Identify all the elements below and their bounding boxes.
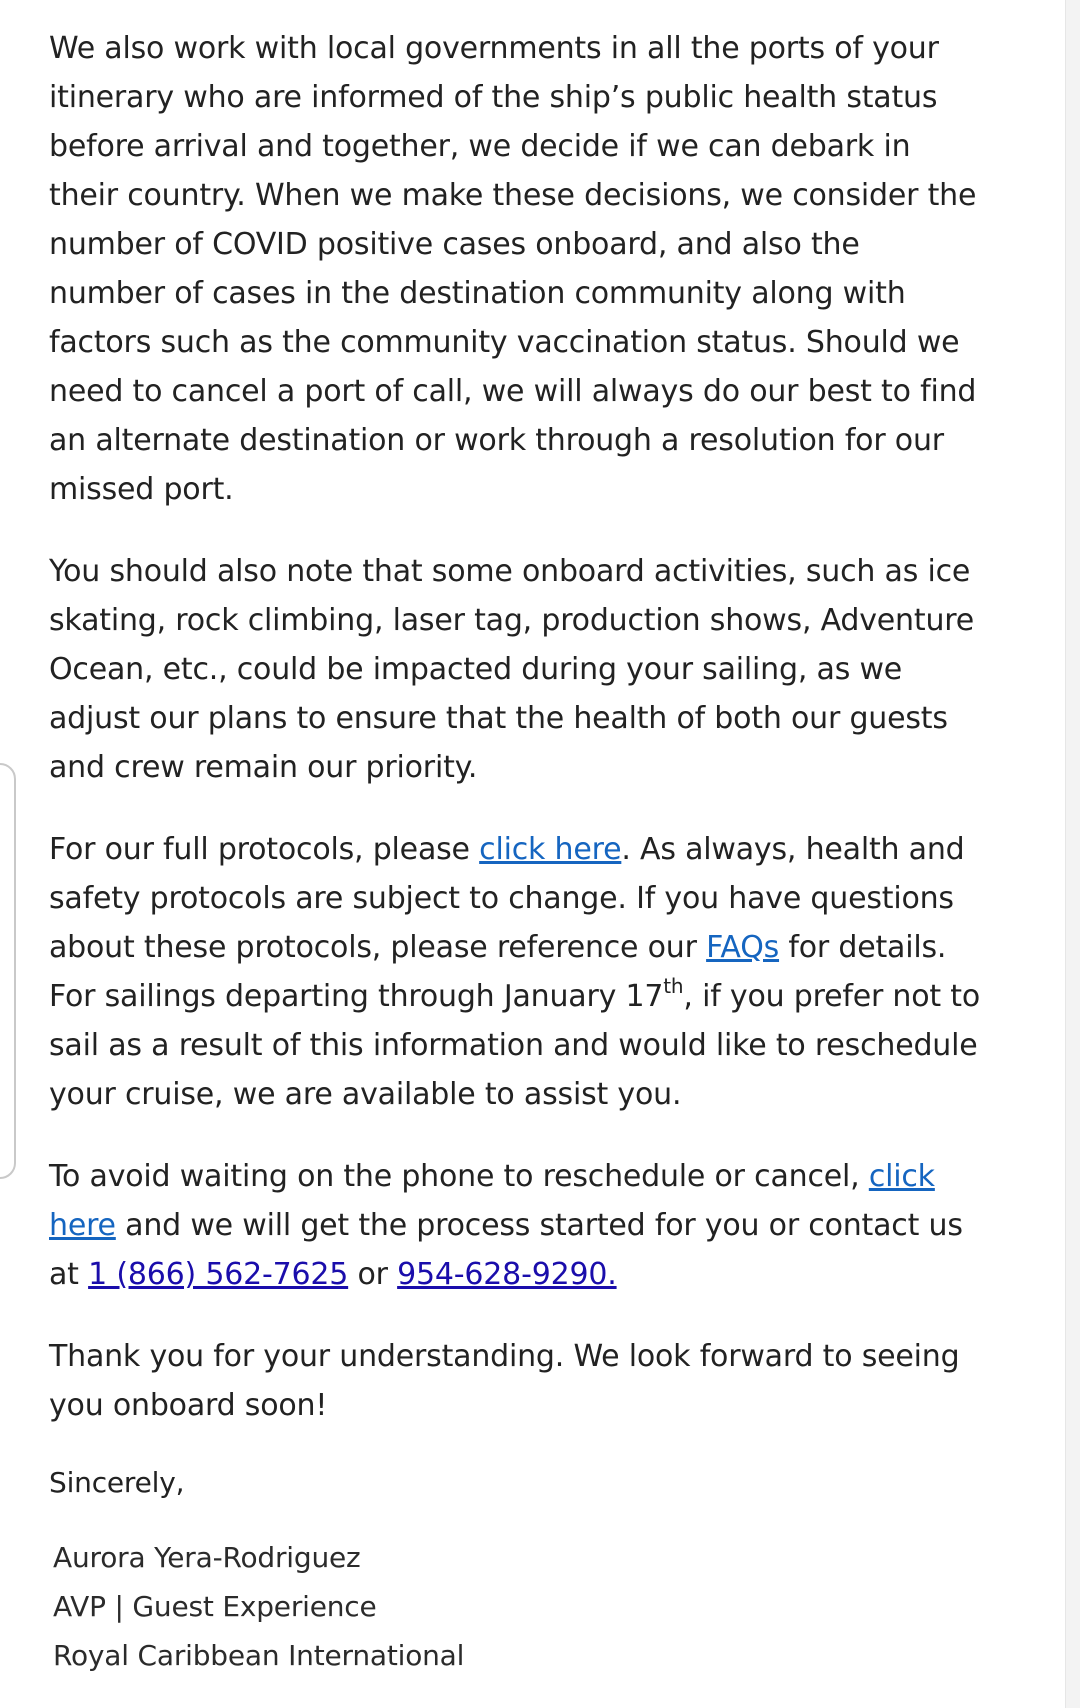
- signature-company: Royal Caribbean International: [53, 1639, 465, 1672]
- faqs-link[interactable]: FAQs: [706, 930, 780, 965]
- signature-block: [49, 1533, 984, 1680]
- paragraph-thanks: Thank you for your understanding. We look forward to seeing you onboard soon!: [49, 1339, 960, 1423]
- paragraph-protocols-text-1: For our full protocols, please: [49, 832, 480, 867]
- paragraph-reschedule: [49, 1152, 984, 1299]
- paragraph-protocols-text-2: . As always, health and safety protocols are subject to change. If you have questions about these protocols, please reference our: [49, 832, 965, 965]
- paragraph-reschedule-text-3: or: [348, 1257, 398, 1292]
- side-panel-handle[interactable]: [0, 763, 16, 1179]
- paragraph-activities: You should also note that some onboard activities, such as ice skating, rock climbing, laser tag, production shows, Adventure Ocean, etc., could be impacted during your sailing, as we adjust our plans to ensure that the health of both our guests and crew remain our priority.: [49, 554, 974, 785]
- paragraph-reschedule-text-2: and we will get the process started for you or contact us at: [49, 1208, 963, 1292]
- signature-name: Aurora Yera-Rodriguez: [53, 1541, 361, 1574]
- paragraph-protocols-text-4: , if you prefer not to sail as a result of this information and would like to reschedule your cruise, we are available to assist you.: [49, 979, 981, 1112]
- closing: Sincerely,: [49, 1466, 185, 1499]
- email-body: [49, 24, 984, 1680]
- paragraph-protocols: [49, 825, 984, 1119]
- ordinal-suffix: th: [663, 974, 684, 998]
- protocols-link[interactable]: click here: [479, 832, 622, 867]
- paragraph-ports: We also work with local governments in all the ports of your itinerary who are informed of the ship’s public health status before arrival and together, we decide if we can debark in their country. When we make these decisions, we consider the number of COVID positive cases onboard, and also the number of cases in the destination community along with factors such as the community vaccination status. Should we need to cancel a port of call, we will always do our best to find an alternate destination or work through a resolution for our missed port.: [49, 31, 977, 507]
- reschedule-link[interactable]: click here: [49, 1159, 935, 1243]
- phone-link-1[interactable]: 1 (866) 562-7625: [88, 1257, 349, 1292]
- signature-title: AVP | Guest Experience: [53, 1590, 377, 1623]
- scrollbar[interactable]: [1065, 0, 1080, 1708]
- paragraph-protocols-text-3: for details. For sailings departing through January 17: [49, 930, 947, 1014]
- paragraph-reschedule-text-1: To avoid waiting on the phone to reschedule or cancel,: [49, 1159, 869, 1194]
- phone-link-2[interactable]: 954-628-9290.: [397, 1257, 617, 1292]
